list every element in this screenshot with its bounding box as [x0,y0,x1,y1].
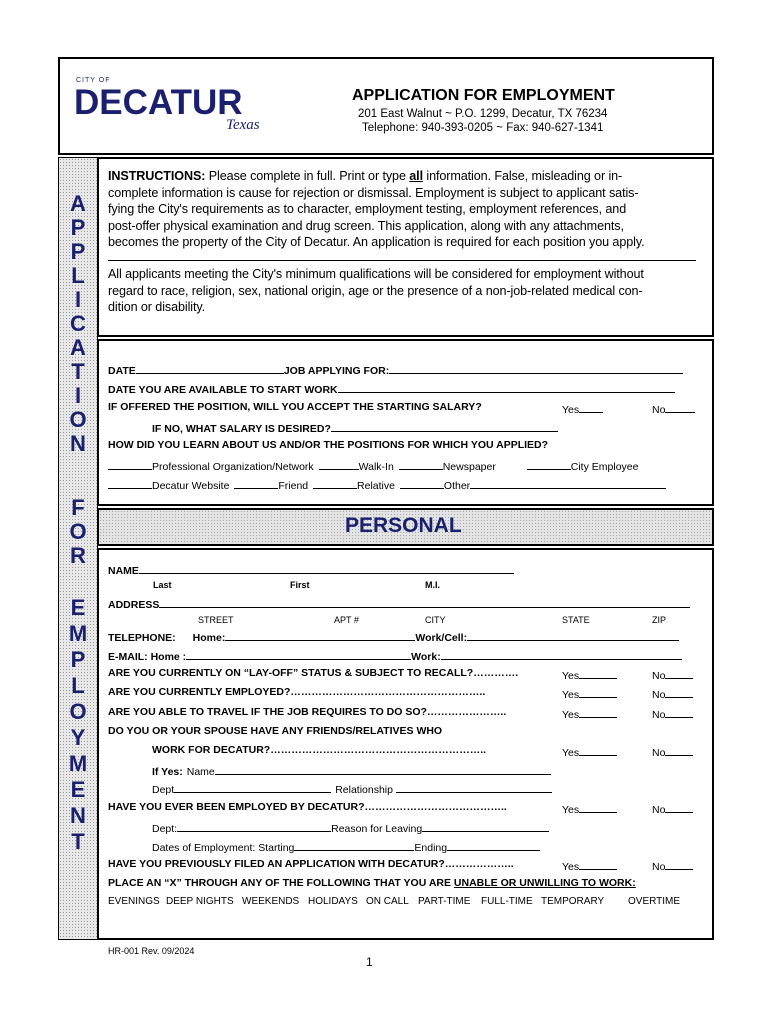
website-check[interactable] [108,477,152,489]
address-label: ADDRESS [108,599,160,611]
place-x-label: PLACE AN “X” THROUGH ANY OF THE FOLLOWING THAT YOU ARE [108,877,454,889]
home-phone-label: Home: [192,632,226,644]
side-letter: L [71,673,85,698]
relative-dept-label: Dept [152,784,175,796]
opt-prof: Professional Organization/Network [152,461,314,473]
salary-desired-row [152,420,558,435]
eeo-line: All applicants meeting the City's minimum qualifications will be considered for employment without [108,267,644,281]
shift-part-time[interactable]: PART-TIME [418,896,471,907]
reason-field[interactable] [422,820,549,832]
relatives-question-2: WORK FOR DECATUR?…………………………………………………….. [152,744,487,756]
opt-relative: Relative [357,480,395,492]
city-employee-check[interactable] [527,458,571,470]
relationship-field[interactable] [396,781,552,793]
employed-by-yes[interactable]: Yes [562,801,617,816]
relative-check[interactable] [313,477,357,489]
salary-desired-field[interactable] [331,420,558,432]
side-letter: P [70,215,86,240]
home-email-field[interactable] [186,648,411,660]
unable-row [108,877,636,889]
logo-decatur: DECATUR [74,83,243,122]
prev-dept-field[interactable] [177,820,331,832]
accept-salary-yes[interactable]: Yes [562,401,603,416]
layoff-question: ARE YOU CURRENTLY ON “LAY-OFF” STATUS & SUBJECT TO RECALL?…………. [108,667,519,679]
name-row [108,562,514,577]
side-letter: M [68,751,88,776]
form-number: HR-001 Rev. 09/2024 [108,946,195,956]
street-caption: STREET [198,615,234,625]
opt-newspaper: Newspaper [442,461,496,473]
city-address: 201 East Walnut ~ P.O. 1299, Decatur, TX 76234 [358,108,608,120]
prof-org-check[interactable] [108,458,152,470]
start-date-field[interactable] [294,839,414,851]
work-phone-label: Work/Cell: [415,632,468,644]
shift-deep-nights[interactable]: DEEP NIGHTS [166,896,234,907]
job-applying-field[interactable] [389,362,683,374]
instr-text: information. False, misleading or in- [422,169,623,183]
end-date-field[interactable] [447,839,540,851]
shift-evenings[interactable]: EVENINGS [108,896,160,907]
instr-text: Please complete in full. Print or type [205,169,410,183]
work-phone-field[interactable] [467,629,679,641]
side-letter: Y [70,725,86,750]
eeo-line: dition or disability. [108,300,206,314]
relatives-question: DO YOU OR YOUR SPOUSE HAVE ANY FRIENDS/RELATIVES WHO [108,725,443,737]
instr-line: fying the City's requirements as to character, employment testing, employment references, and [108,202,627,216]
personal-heading: PERSONAL [345,514,462,537]
prev-dept-row [152,820,549,835]
relative-name-field[interactable] [215,763,551,775]
shift-full-time[interactable]: FULL-TIME [481,896,533,907]
eeo-line: regard to race, religion, sex, national origin, age or the presence of a non-job-related medical con- [108,283,643,298]
instr-line: becomes the property of the City of Decatur. An application is required for each position you apply. [108,235,645,249]
side-letter: N [70,431,86,456]
friend-check[interactable] [234,477,278,489]
how-learn-label: HOW DID YOU LEARN ABOUT US AND/OR THE POSITIONS FOR WHICH YOU APPLIED? [108,439,549,451]
address-field[interactable] [159,596,690,608]
shift-temporary[interactable]: TEMPORARY [541,896,605,907]
date-label: DATE [108,365,136,377]
unable-label: UNABLE OR UNWILLING TO WORK: [453,877,636,889]
relationship-label: Relationship [335,784,393,796]
side-letter: A [70,191,86,216]
salary-desired-label: IF NO, WHAT SALARY IS DESIRED? [152,423,331,435]
accept-salary-row [108,401,482,413]
side-letter: E [70,595,86,620]
instructions-heading: INSTRUCTIONS: [108,169,206,183]
reason-label: Reason for Leaving [331,823,423,835]
opt-city-employee: City Employee [570,461,639,473]
opt-other: Other [443,480,471,492]
eeo-text [108,266,710,316]
source-options-row-1 [108,458,638,473]
employed-by-no[interactable]: No [652,801,693,816]
email-label: E-MAIL: Home : [108,651,187,663]
zip-caption: ZIP [652,615,667,625]
job-applying-label: JOB APPLYING FOR: [283,365,390,377]
header-box [58,57,714,155]
instructions-divider [108,260,696,261]
relative-name-row [152,763,551,778]
instructions-text [108,168,710,251]
personal-banner [98,508,714,546]
date-row [108,362,683,377]
home-phone-field[interactable] [225,629,415,641]
first-caption: First [290,580,310,590]
side-letter: T [71,359,85,384]
name-field[interactable] [139,562,514,574]
vertical-title-band [58,157,98,940]
side-letter: O [69,699,87,724]
date-available-field[interactable] [338,381,675,393]
apt-caption: APT # [334,615,359,625]
side-letter: P [70,239,86,264]
employed-yes[interactable]: Yes [562,686,617,701]
employed-by-question: HAVE YOU EVER BEEN EMPLOYED BY DECATUR?………………………………….. [108,801,507,813]
travel-yes[interactable]: Yes [562,706,617,721]
shift-overtime[interactable]: OVERTIME [628,896,681,907]
opt-walkin: Walk-In [358,461,394,473]
travel-question: ARE YOU ABLE TO TRAVEL IF THE JOB REQUIRES TO DO SO?………………….. [108,706,507,718]
side-letter: P [70,647,86,672]
accept-salary-no[interactable]: No [652,401,695,416]
layoff-yes[interactable]: Yes [562,667,617,682]
shift-on-call[interactable]: ON CALL [366,896,409,907]
name-label: NAME [108,565,139,577]
side-letter: M [68,621,88,646]
filed-no[interactable]: No [652,858,693,873]
other-field[interactable] [470,477,666,489]
filed-question: HAVE YOU PREVIOUSLY FILED AN APPLICATION WITH DECATUR?……………….. [108,858,514,870]
relatives-no[interactable]: No [652,744,693,759]
instr-line: post-offer physical examination and drug screen. This application, along with any attachments, [108,218,624,233]
source-options-row-2 [108,477,666,492]
side-letter: I [74,383,82,408]
walkin-check[interactable] [319,458,359,470]
relative-dept-field[interactable] [174,781,331,793]
side-letter: O [69,407,87,432]
how-learn-row [108,439,548,451]
side-letter: F [71,495,85,520]
date-available-row [108,381,675,396]
telephone-label: TELEPHONE: [108,632,176,644]
shift-holidays[interactable]: HOLIDAYS [308,896,358,907]
employed-no[interactable]: No [652,686,693,701]
work-email-field[interactable] [441,648,682,660]
side-letter: L [71,263,85,288]
city-logo [74,77,284,141]
date-field[interactable] [136,362,284,374]
side-letter: O [69,519,87,544]
instr-all: all [409,169,423,183]
side-letter: E [70,777,86,802]
prev-dept-label: Dept: [152,823,178,835]
last-caption: Last [153,580,172,590]
mi-caption: M.I. [425,580,440,590]
side-letter: A [70,335,86,360]
side-letter: T [71,829,85,854]
city-phone: Telephone: 940-393-0205 ~ Fax: 940-627-1341 [362,122,604,134]
dates-employment-label: Dates of Employment: Starting [152,842,295,854]
city-caption: CITY [425,615,446,625]
opt-website: Decatur Website [152,480,230,492]
filed-yes[interactable]: Yes [562,858,617,873]
employed-question: ARE YOU CURRENTLY EMPLOYED?……………………………………………….. [108,686,486,698]
travel-no[interactable]: No [652,706,693,721]
side-letter: N [70,803,86,828]
email-row [108,648,682,663]
work-email-label: Work: [411,651,441,663]
state-caption: STATE [562,615,590,625]
page-number: 1 [366,955,373,969]
other-check[interactable] [400,477,444,489]
side-letter: I [74,287,82,312]
telephone-row [108,629,679,644]
layoff-no[interactable]: No [652,667,693,682]
opt-friend: Friend [278,480,309,492]
relative-dept-row [152,781,552,796]
form-title: APPLICATION FOR EMPLOYMENT [352,87,615,104]
ending-label: Ending [414,842,448,854]
logo-city-of: CITY OF [76,77,111,84]
instr-line: complete information is cause for rejection or dismissal. Employment is subject to applicant satis- [108,185,639,200]
newspaper-check[interactable] [399,458,443,470]
if-yes-label: If Yes: [152,766,183,778]
shift-weekends[interactable]: WEEKENDS [242,896,300,907]
side-letter: R [70,543,86,568]
date-available-label: DATE YOU ARE AVAILABLE TO START WORK [108,384,338,396]
address-row [108,596,690,611]
dates-employment-row [152,839,540,854]
relative-name-label: Name [186,766,215,778]
side-letter: C [70,311,86,336]
accept-salary-label: IF OFFERED THE POSITION, WILL YOU ACCEPT THE STARTING SALARY? [108,401,482,413]
relatives-yes[interactable]: Yes [562,744,617,759]
logo-texas: Texas [226,117,260,133]
